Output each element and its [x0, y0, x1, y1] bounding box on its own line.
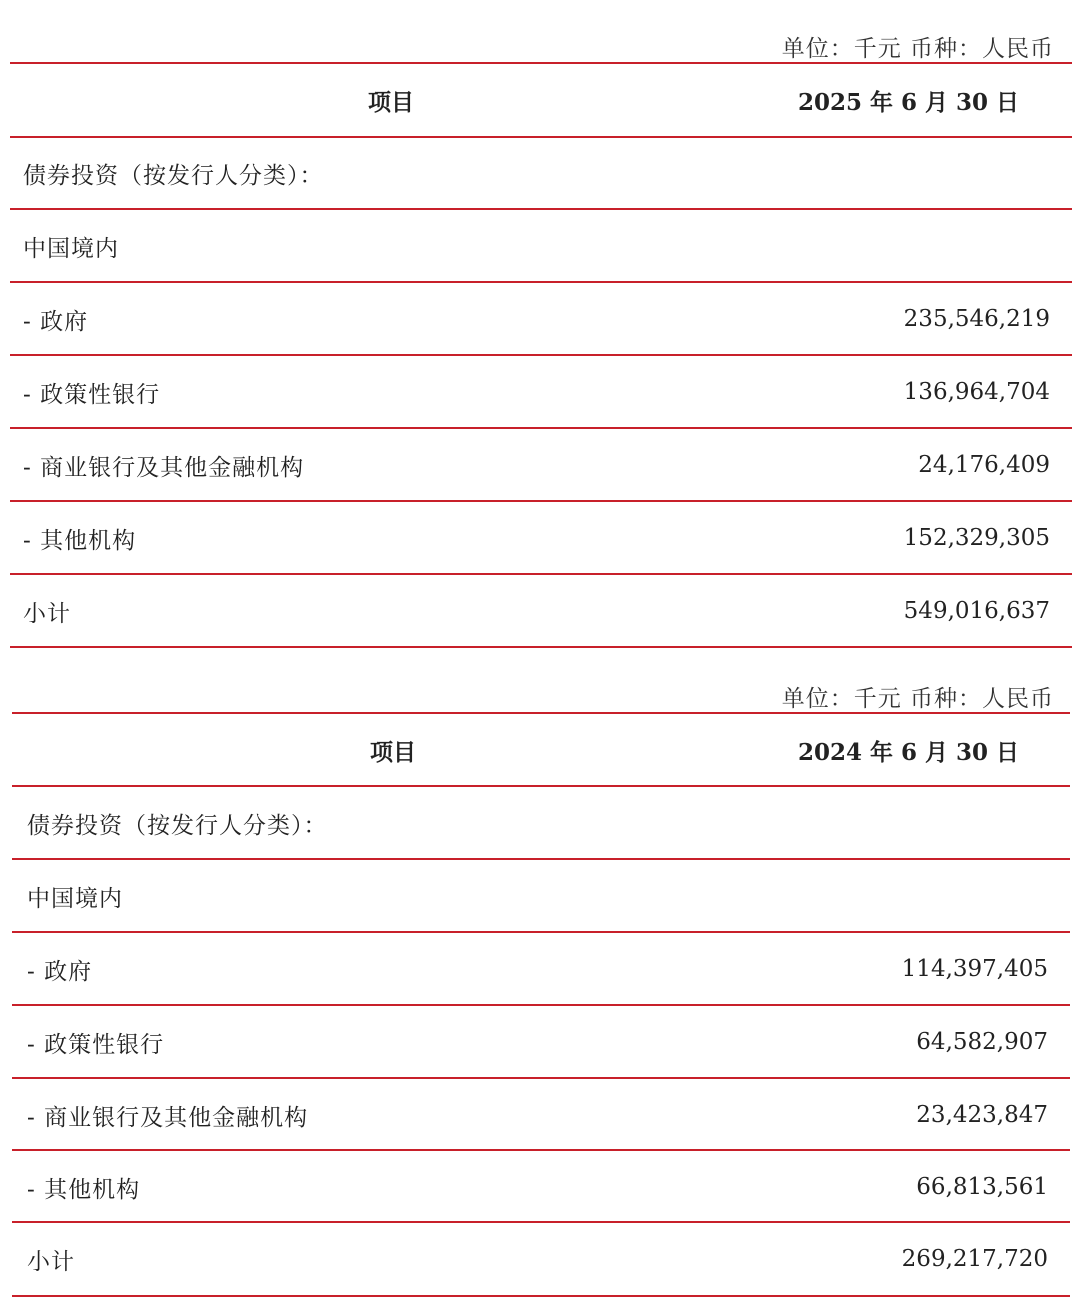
table-row-subtotal [12, 1223, 1070, 1295]
unit-currency-label: 单位：千元 币种：人民币 [781, 36, 1054, 62]
row-label: - 其他机构 [27, 1176, 141, 1203]
table-row [12, 1151, 1070, 1223]
table-row [10, 356, 1072, 428]
table-row [10, 283, 1072, 355]
row-value: 269,217,720 [901, 1246, 1048, 1272]
table-header-row [10, 64, 1072, 136]
table-row-subtotal [10, 575, 1072, 647]
header-date: 2025 年 6 月 30 日 [798, 88, 1020, 116]
table-row [12, 860, 1070, 932]
table-header-row [12, 714, 1070, 786]
table-row [12, 787, 1070, 859]
table-2024 [0, 650, 1080, 1306]
row-label: 中国境内 [27, 885, 123, 912]
row-label: - 政府 [23, 308, 89, 335]
table-rule [10, 646, 1072, 648]
row-value: 66,813,561 [916, 1174, 1048, 1200]
table-row [10, 210, 1072, 282]
header-item: 项目 [370, 738, 416, 766]
row-value: 114,397,405 [901, 956, 1048, 982]
table-row [12, 1006, 1070, 1078]
row-label: - 商业银行及其他金融机构 [27, 1104, 309, 1131]
table-row [12, 1079, 1070, 1151]
row-value: 64,582,907 [916, 1029, 1048, 1055]
row-label: 小计 [23, 600, 71, 627]
row-label: - 商业银行及其他金融机构 [23, 454, 305, 481]
row-value: 136,964,704 [903, 379, 1050, 405]
row-label: 债券投资（按发行人分类）： [23, 162, 324, 189]
row-value: 23,423,847 [916, 1102, 1048, 1128]
table-row [10, 137, 1072, 209]
header-date: 2024 年 6 月 30 日 [798, 738, 1020, 766]
table-row [12, 933, 1070, 1005]
row-label: 中国境内 [23, 235, 119, 262]
table-row [10, 502, 1072, 574]
row-label: - 政府 [27, 958, 93, 985]
row-label: 债券投资（按发行人分类）： [27, 812, 328, 839]
header-item: 项目 [368, 88, 414, 116]
row-value: 549,016,637 [903, 598, 1050, 624]
row-label: - 政策性银行 [23, 381, 161, 408]
row-value: 235,546,219 [903, 306, 1050, 332]
row-label: 小计 [27, 1248, 75, 1275]
unit-currency-label: 单位：千元 币种：人民币 [781, 686, 1054, 712]
row-value: 152,329,305 [903, 525, 1050, 551]
row-value: 24,176,409 [918, 452, 1050, 478]
table-rule [12, 1295, 1070, 1297]
table-row [10, 429, 1072, 501]
table-2025 [0, 0, 1080, 650]
row-label: - 其他机构 [23, 527, 137, 554]
row-label: - 政策性银行 [27, 1031, 165, 1058]
